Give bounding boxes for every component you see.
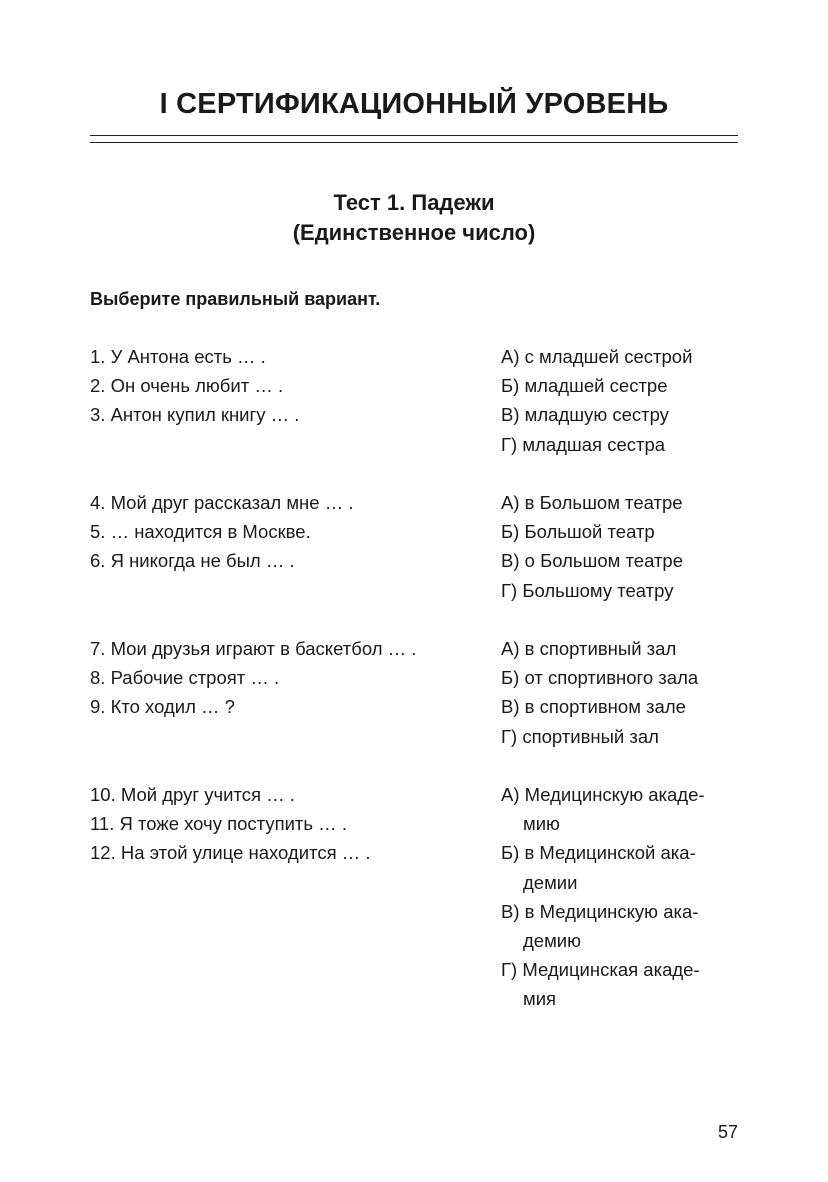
option-text: с младшей сестрой — [524, 346, 693, 367]
option-text: младшая сестра — [522, 433, 666, 455]
question-list — [90, 488, 490, 576]
test-title: Тест 1. Падежи — [333, 190, 495, 215]
option-text: в Медицинскую ака- — [524, 900, 699, 922]
question-item: 2. Он очень любит … . — [90, 375, 284, 397]
option-a — [501, 342, 741, 371]
option-b — [501, 371, 741, 400]
option-text: Большому театру — [522, 579, 674, 601]
question-item: 12. На этой улице находится … . — [90, 842, 371, 864]
option-c — [501, 692, 741, 721]
option-letter: Г) — [501, 579, 518, 601]
option-c-continuation: демию — [523, 930, 582, 952]
option-b — [501, 663, 741, 692]
option-text: Медицинская акаде- — [522, 959, 700, 981]
option-c — [501, 546, 741, 575]
question-list — [90, 780, 490, 868]
option-c — [501, 400, 741, 429]
option-a — [501, 780, 741, 809]
question-item: 10. Мой друг учится … . — [90, 784, 295, 805]
option-list — [501, 634, 741, 751]
option-list — [501, 780, 741, 1014]
option-text: в спортивном зале — [524, 696, 686, 718]
question-item: 9. Кто ходил … ? — [90, 696, 235, 718]
question-list — [90, 634, 490, 722]
test-subtitle: (Единственное число) — [292, 220, 536, 245]
option-letter: Б) — [501, 842, 520, 864]
question-item: 6. Я никогда не был … . — [90, 550, 295, 572]
option-letter: А) — [501, 492, 520, 513]
option-letter: В) — [501, 696, 520, 718]
option-letter: Б) — [501, 521, 520, 543]
option-a — [501, 634, 741, 663]
option-c — [501, 897, 741, 926]
question-item: 4. Мой друг рассказал мне … . — [90, 492, 354, 513]
option-text: Медицинскую акаде- — [524, 784, 705, 805]
option-b — [501, 838, 741, 867]
option-text: в Большом театре — [524, 492, 683, 513]
option-text: Большой театр — [524, 521, 655, 543]
option-letter: В) — [501, 550, 520, 572]
option-text: спортивный зал — [522, 725, 659, 747]
header-rule-top — [90, 135, 738, 136]
option-letter: Г) — [501, 725, 518, 747]
option-text: младшую сестру — [524, 404, 669, 426]
option-b — [501, 517, 741, 546]
option-a — [501, 488, 741, 517]
question-item: 3. Антон купил книгу … . — [90, 404, 300, 426]
option-letter: Б) — [501, 667, 520, 689]
option-list — [501, 342, 741, 459]
option-text: от спортивного зала — [524, 667, 699, 689]
header-rule-bottom — [90, 142, 738, 143]
option-letter: Г) — [501, 433, 518, 455]
option-text: младшей сестре — [524, 375, 668, 397]
option-letter: Б) — [501, 375, 520, 397]
option-d — [501, 955, 741, 984]
option-a-continuation: мию — [523, 813, 560, 835]
option-d-continuation: мия — [523, 988, 557, 1010]
option-d — [501, 576, 741, 605]
option-d — [501, 722, 741, 751]
option-list — [501, 488, 741, 605]
option-letter: В) — [501, 900, 520, 922]
option-letter: Г) — [501, 959, 518, 981]
question-item: 5. … находится в Москве. — [90, 521, 311, 543]
option-letter: А) — [501, 346, 520, 367]
question-list — [90, 342, 490, 430]
test-title-block — [90, 188, 738, 248]
page-number: 57 — [717, 1122, 738, 1142]
page-header: I СЕРТИФИКАЦИОННЫЙ УРОВЕНЬ — [159, 88, 669, 120]
question-item: 8. Рабочие строят … . — [90, 667, 280, 689]
option-d — [501, 430, 741, 459]
instruction: Выберите правильный вариант. — [90, 289, 381, 309]
option-letter: А) — [501, 784, 520, 805]
option-text: в Медицинской ака- — [524, 842, 696, 864]
option-text: о Большом театре — [524, 550, 684, 572]
option-letter: А) — [501, 638, 520, 659]
option-letter: В) — [501, 404, 520, 426]
option-b-continuation: демии — [523, 871, 578, 893]
question-item: 1. У Антона есть … . — [90, 346, 266, 367]
option-text: в спортивный зал — [524, 638, 677, 659]
question-item: 7. Мои друзья играют в баскетбол … . — [90, 638, 417, 659]
question-item: 11. Я тоже хочу поступить … . — [90, 813, 347, 835]
